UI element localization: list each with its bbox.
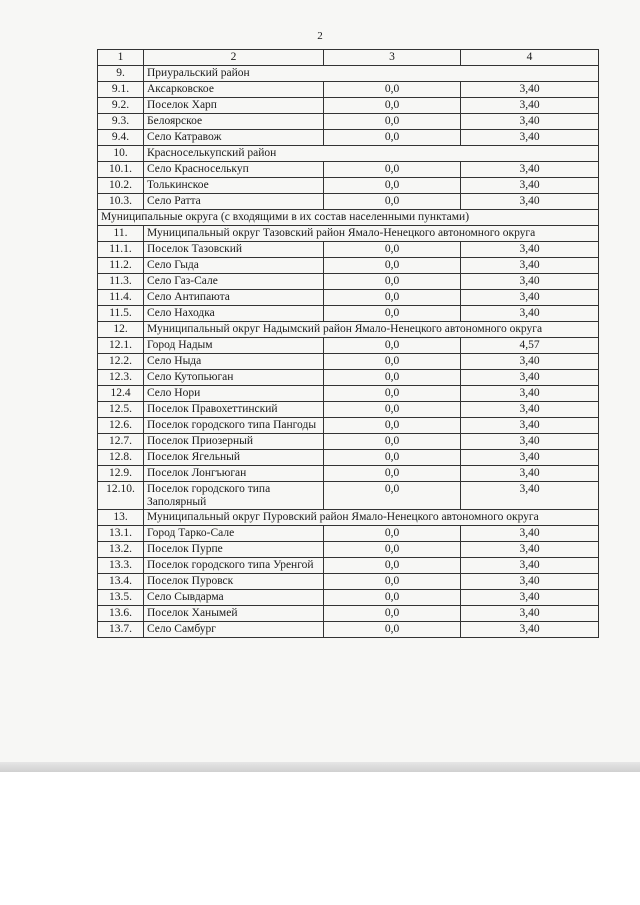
- table-row: [98, 434, 599, 450]
- settlement-name: Поселок Харп: [144, 98, 324, 114]
- column-header-3: 3: [324, 50, 461, 66]
- value-col-4: 3,40: [461, 590, 599, 606]
- settlement-name: Поселок Ханымей: [144, 606, 324, 622]
- value-col-4: 3,40: [461, 194, 599, 210]
- settlement-name: Поселок Ягельный: [144, 450, 324, 466]
- settlement-name: Село Нори: [144, 386, 324, 402]
- value-col-3: 0,0: [324, 606, 461, 622]
- value-col-4: 3,40: [461, 622, 599, 638]
- row-number: 12.2.: [98, 354, 144, 370]
- group-row: [98, 146, 599, 162]
- tariff-table: [97, 49, 599, 638]
- settlement-name: Село Находка: [144, 306, 324, 322]
- table-row: [98, 258, 599, 274]
- group-title: Муниципальный округ Пуровский район Ямало-Ненецкого автономного округа: [144, 510, 599, 526]
- value-col-3: 0,0: [324, 194, 461, 210]
- value-col-3: 0,0: [324, 130, 461, 146]
- row-number: 12.8.: [98, 450, 144, 466]
- table-row: [98, 466, 599, 482]
- row-number: 13.2.: [98, 542, 144, 558]
- settlement-name: Поселок городского типа Заполярный: [144, 482, 324, 510]
- table-row: [98, 418, 599, 434]
- settlement-name: Белоярское: [144, 114, 324, 130]
- row-number: 11.2.: [98, 258, 144, 274]
- row-number: 9.1.: [98, 82, 144, 98]
- group-row: [98, 322, 599, 338]
- row-number: 13.7.: [98, 622, 144, 638]
- value-col-4: 3,40: [461, 354, 599, 370]
- row-number: 12.3.: [98, 370, 144, 386]
- group-row: [98, 66, 599, 82]
- value-col-4: 3,40: [461, 114, 599, 130]
- column-header-2: 2: [144, 50, 324, 66]
- value-col-4: 3,40: [461, 606, 599, 622]
- section-title: Муниципальные округа (с входящими в их состав населенными пунктами): [98, 210, 599, 226]
- settlement-name: Поселок Пурпе: [144, 542, 324, 558]
- settlement-name: Город Надым: [144, 338, 324, 354]
- row-number: 13.1.: [98, 526, 144, 542]
- value-col-4: 4,57: [461, 338, 599, 354]
- value-col-4: 3,40: [461, 402, 599, 418]
- value-col-3: 0,0: [324, 402, 461, 418]
- settlement-name: Поселок Тазовский: [144, 242, 324, 258]
- settlement-name: Аксарковское: [144, 82, 324, 98]
- scan-edge: [0, 762, 640, 772]
- value-col-4: 3,40: [461, 82, 599, 98]
- row-number: 12.10.: [98, 482, 144, 510]
- section-row: [98, 210, 599, 226]
- value-col-4: 3,40: [461, 370, 599, 386]
- table-row: [98, 98, 599, 114]
- group-row: [98, 226, 599, 242]
- value-col-4: 3,40: [461, 242, 599, 258]
- row-number: 13.3.: [98, 558, 144, 574]
- settlement-name: Поселок Приозерный: [144, 434, 324, 450]
- value-col-3: 0,0: [324, 418, 461, 434]
- row-number: 12.1.: [98, 338, 144, 354]
- value-col-4: 3,40: [461, 98, 599, 114]
- value-col-4: 3,40: [461, 482, 599, 510]
- settlement-name: Село Гыда: [144, 258, 324, 274]
- row-number: 12.7.: [98, 434, 144, 450]
- table-row: [98, 622, 599, 638]
- settlement-name: Город Тарко-Сале: [144, 526, 324, 542]
- value-col-3: 0,0: [324, 370, 461, 386]
- table-row: [98, 482, 599, 510]
- row-number: 11.5.: [98, 306, 144, 322]
- value-col-3: 0,0: [324, 354, 461, 370]
- table-row: [98, 386, 599, 402]
- row-number: 11.3.: [98, 274, 144, 290]
- table-row: [98, 450, 599, 466]
- group-title: Муниципальный округ Тазовский район Ямало-Ненецкого автономного округа: [144, 226, 599, 242]
- table-row: [98, 274, 599, 290]
- group-title: Красноселькупский район: [144, 146, 599, 162]
- row-number: 13.6.: [98, 606, 144, 622]
- settlement-name: Село Красноселькуп: [144, 162, 324, 178]
- settlement-name: Толькинское: [144, 178, 324, 194]
- settlement-name: Село Самбург: [144, 622, 324, 638]
- row-number: 13.4.: [98, 574, 144, 590]
- table-row: [98, 290, 599, 306]
- table-row: [98, 606, 599, 622]
- value-col-4: 3,40: [461, 574, 599, 590]
- value-col-3: 0,0: [324, 98, 461, 114]
- settlement-name: Поселок Лонгъюган: [144, 466, 324, 482]
- value-col-3: 0,0: [324, 162, 461, 178]
- settlement-name: Село Кутопьюган: [144, 370, 324, 386]
- value-col-4: 3,40: [461, 526, 599, 542]
- value-col-3: 0,0: [324, 526, 461, 542]
- group-row: [98, 510, 599, 526]
- value-col-3: 0,0: [324, 450, 461, 466]
- table-header-row: [98, 50, 599, 66]
- table-row: [98, 402, 599, 418]
- value-col-3: 0,0: [324, 558, 461, 574]
- value-col-3: 0,0: [324, 482, 461, 510]
- row-number: 13.: [98, 510, 144, 526]
- value-col-3: 0,0: [324, 386, 461, 402]
- row-number: 12.5.: [98, 402, 144, 418]
- value-col-3: 0,0: [324, 542, 461, 558]
- group-title: Приуральский район: [144, 66, 599, 82]
- row-number: 9.2.: [98, 98, 144, 114]
- value-col-4: 3,40: [461, 450, 599, 466]
- value-col-3: 0,0: [324, 258, 461, 274]
- value-col-3: 0,0: [324, 114, 461, 130]
- table-row: [98, 338, 599, 354]
- row-number: 12.6.: [98, 418, 144, 434]
- value-col-3: 0,0: [324, 574, 461, 590]
- group-title: Муниципальный округ Надымский район Ямало-Ненецкого автономного округа: [144, 322, 599, 338]
- value-col-4: 3,40: [461, 418, 599, 434]
- settlement-name: Поселок Пуровск: [144, 574, 324, 590]
- value-col-3: 0,0: [324, 242, 461, 258]
- table-row: [98, 354, 599, 370]
- row-number: 9.3.: [98, 114, 144, 130]
- value-col-3: 0,0: [324, 290, 461, 306]
- settlement-name: Село Ратта: [144, 194, 324, 210]
- value-col-3: 0,0: [324, 590, 461, 606]
- settlement-name: Село Газ-Сале: [144, 274, 324, 290]
- table-row: [98, 178, 599, 194]
- table-row: [98, 590, 599, 606]
- value-col-4: 3,40: [461, 434, 599, 450]
- table-row: [98, 370, 599, 386]
- table-row: [98, 306, 599, 322]
- settlement-name: Поселок Правохеттинский: [144, 402, 324, 418]
- row-number: 13.5.: [98, 590, 144, 606]
- settlement-name: Село Сывдарма: [144, 590, 324, 606]
- table-row: [98, 542, 599, 558]
- value-col-4: 3,40: [461, 130, 599, 146]
- table-row: [98, 114, 599, 130]
- settlement-name: Село Антипаюта: [144, 290, 324, 306]
- value-col-3: 0,0: [324, 274, 461, 290]
- value-col-4: 3,40: [461, 290, 599, 306]
- row-number: 10.2.: [98, 178, 144, 194]
- table-row: [98, 574, 599, 590]
- settlement-name: Село Ныда: [144, 354, 324, 370]
- row-number: 11.1.: [98, 242, 144, 258]
- row-number: 10.1.: [98, 162, 144, 178]
- value-col-4: 3,40: [461, 178, 599, 194]
- table-row: [98, 194, 599, 210]
- row-number: 12.: [98, 322, 144, 338]
- table-row: [98, 82, 599, 98]
- table-row: [98, 242, 599, 258]
- value-col-4: 3,40: [461, 558, 599, 574]
- column-header-4: 4: [461, 50, 599, 66]
- row-number: 10.: [98, 146, 144, 162]
- value-col-3: 0,0: [324, 82, 461, 98]
- value-col-4: 3,40: [461, 274, 599, 290]
- value-col-3: 0,0: [324, 466, 461, 482]
- settlement-name: Поселок городского типа Пангоды: [144, 418, 324, 434]
- table-row: [98, 130, 599, 146]
- table-row: [98, 526, 599, 542]
- value-col-3: 0,0: [324, 306, 461, 322]
- row-number: 10.3.: [98, 194, 144, 210]
- value-col-4: 3,40: [461, 386, 599, 402]
- row-number: 11.: [98, 226, 144, 242]
- settlement-name: Село Катравож: [144, 130, 324, 146]
- value-col-4: 3,40: [461, 258, 599, 274]
- table-row: [98, 558, 599, 574]
- row-number: 12.4: [98, 386, 144, 402]
- row-number: 11.4.: [98, 290, 144, 306]
- value-col-4: 3,40: [461, 466, 599, 482]
- column-header-1: 1: [98, 50, 144, 66]
- row-number: 12.9.: [98, 466, 144, 482]
- row-number: 9.4.: [98, 130, 144, 146]
- page-number: 2: [317, 30, 323, 42]
- value-col-3: 0,0: [324, 434, 461, 450]
- row-number: 9.: [98, 66, 144, 82]
- value-col-3: 0,0: [324, 622, 461, 638]
- value-col-4: 3,40: [461, 542, 599, 558]
- value-col-3: 0,0: [324, 338, 461, 354]
- value-col-3: 0,0: [324, 178, 461, 194]
- value-col-4: 3,40: [461, 306, 599, 322]
- table-row: [98, 162, 599, 178]
- value-col-4: 3,40: [461, 162, 599, 178]
- settlement-name: Поселок городского типа Уренгой: [144, 558, 324, 574]
